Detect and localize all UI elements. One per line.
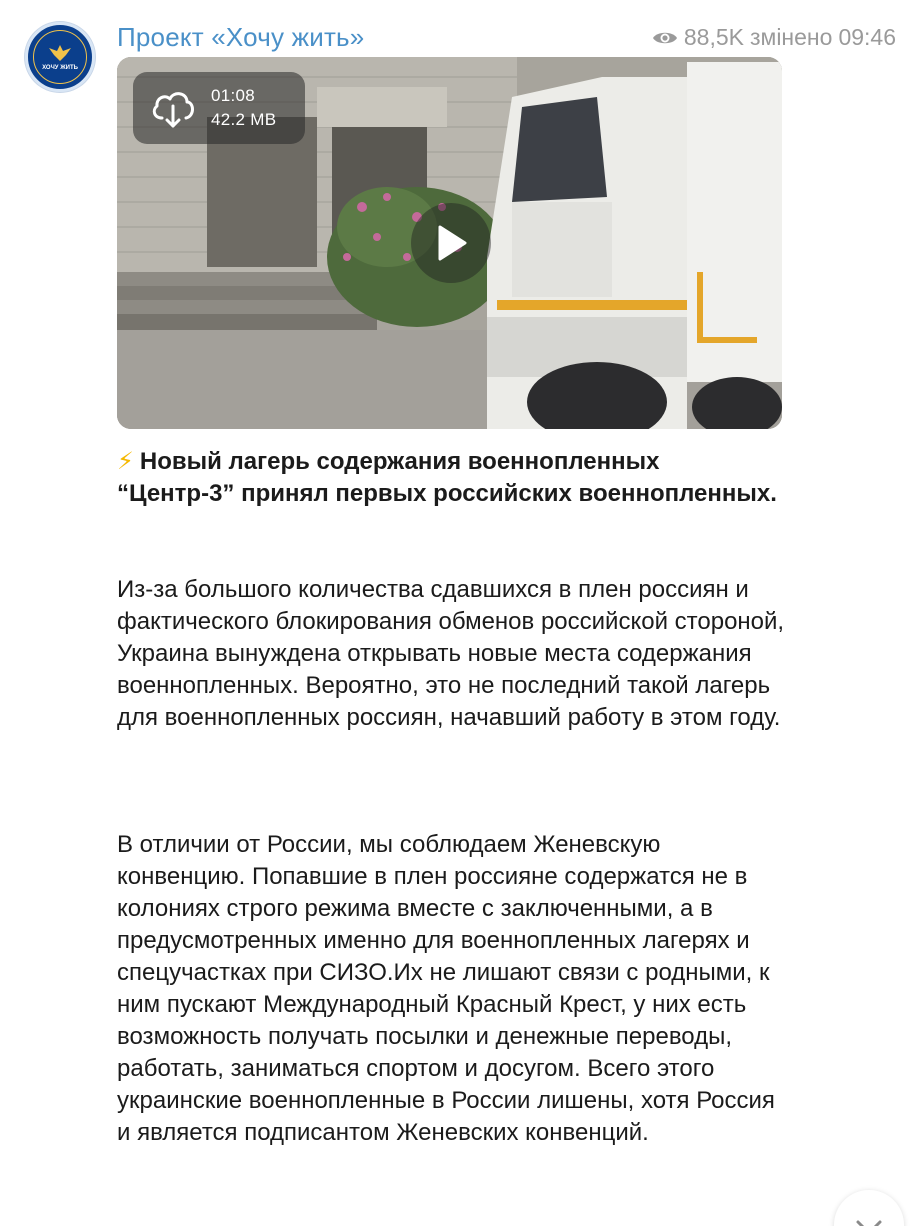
eagle-emblem-icon: [47, 43, 73, 63]
message-meta: [652, 24, 896, 51]
avatar-text: ХОЧУ ЖИТЬ: [42, 65, 78, 71]
headline-text: Новый лагерь содержания военнопленных “Центр-3” принял первых российских военнопленных.: [117, 448, 777, 507]
eye-icon: [652, 29, 678, 47]
download-badge[interactable]: [133, 72, 305, 144]
post-paragraph-2: В отличии от России, мы соблюдаем Женевскую конвенцию. Попавшие в плен россияне содержатся не в колониях строго режима вместе с заключенными, а в предусмотренных именно для военнопленных лагерях и спецучастках при СИЗО.Их не лишают связи с родными, к ним пускают Международный Красный Крест, у них есть возможность получать посылки и денежные переводы, работать, заниматься спортом и досугом. Всего этого украинские военнопленные в России лишены, хотя Россия и является подписантом Женевских конвенций.: [117, 831, 775, 1146]
cloud-download-icon: [149, 86, 197, 130]
message-time: 09:46: [838, 24, 896, 50]
scroll-down-icon: [834, 1190, 904, 1226]
video-preview[interactable]: [117, 57, 782, 429]
avatar-emblem: [33, 30, 87, 84]
post-headline: [117, 446, 777, 510]
video-size: 42.2 MB: [211, 110, 277, 129]
download-info: [211, 84, 276, 132]
play-icon: [434, 224, 468, 262]
bolt-emoji: ⚡: [117, 448, 134, 475]
channel-avatar[interactable]: [25, 22, 95, 92]
scroll-down-button[interactable]: [834, 1190, 904, 1226]
edited-label: змінено: [749, 24, 833, 50]
post-paragraph-1: Из-за большого количества сдавшихся в плен россиян и фактического блокирования обменов российской стороной, Украина вынуждена открывать новые места содержания военнопленных. Вероятно, это не последний такой лагерь для военнопленных россиян, начавший работу в этом году.: [117, 576, 785, 731]
views-count: 88,5K: [683, 24, 744, 50]
play-button[interactable]: [411, 203, 491, 283]
video-duration: 01:08: [211, 86, 256, 105]
channel-name[interactable]: Проект «Хочу жить»: [117, 22, 365, 52]
